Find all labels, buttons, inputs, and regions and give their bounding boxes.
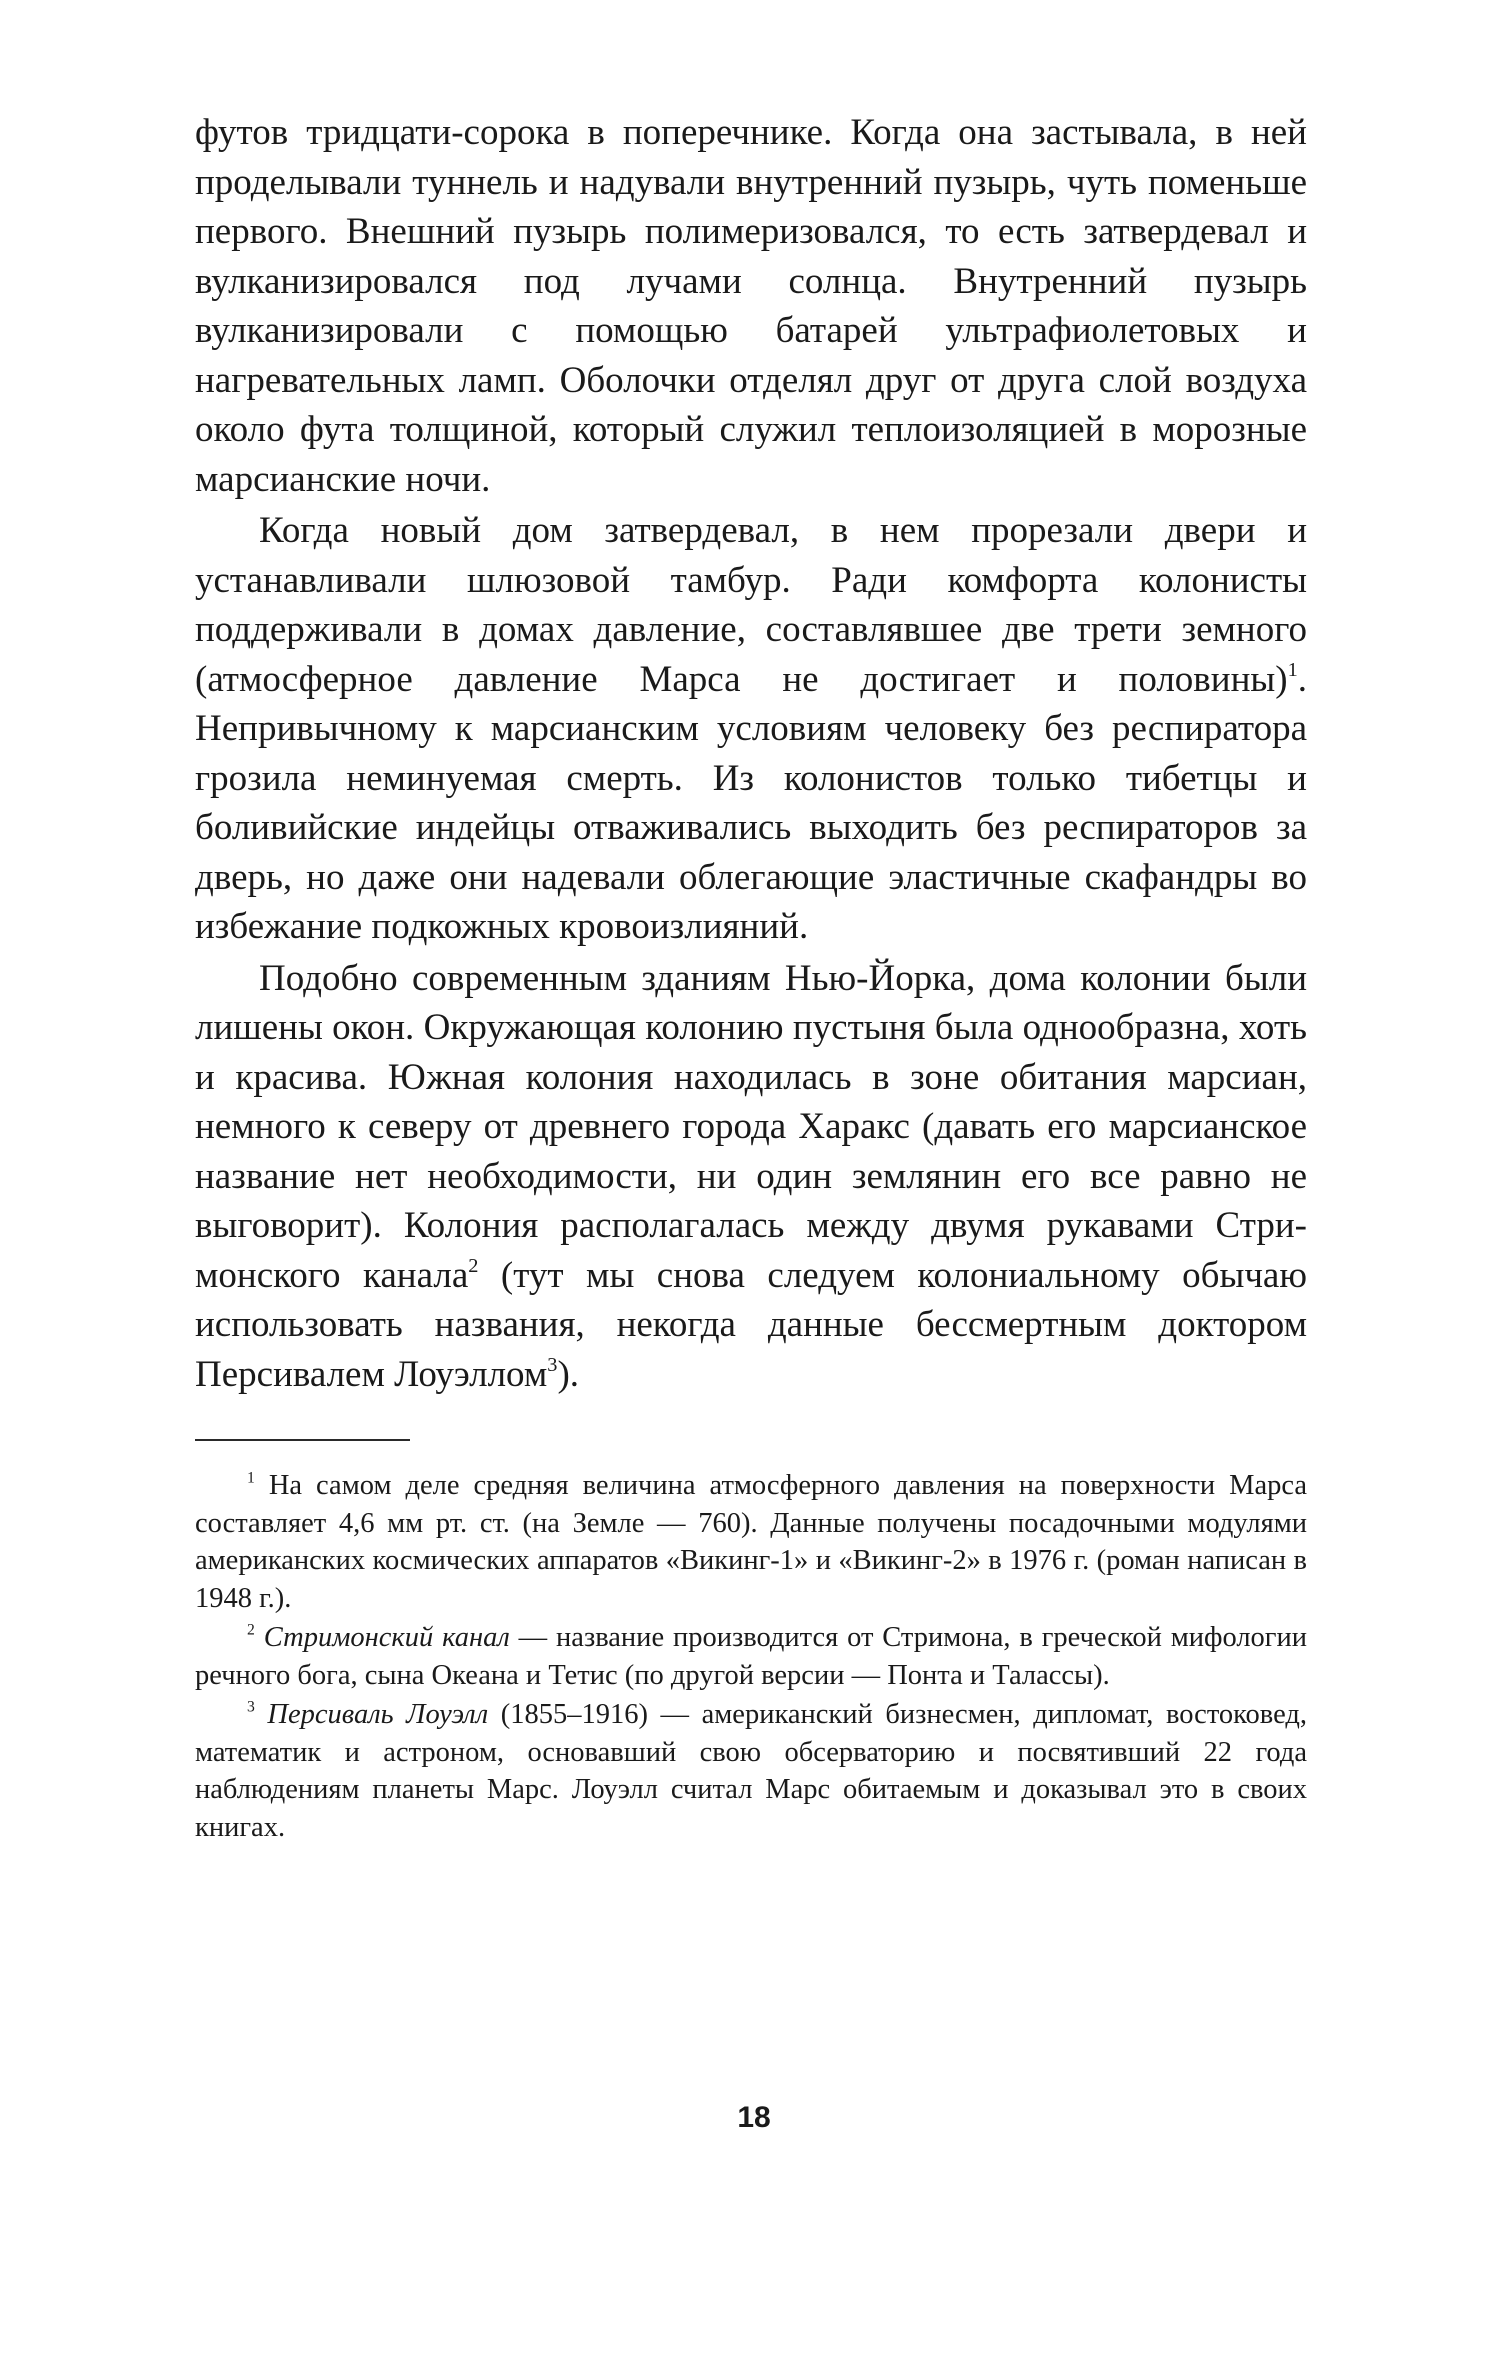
paragraph-text: ).: [557, 1353, 580, 1395]
paragraph-text: футов тридцати-сорока в поперечнике. Когда она застывала, в ней проделывали туннель и надували внутренний пузырь, чуть поменьше первого. Внешний пузырь полимеризовался, то есть затвердевал и вулканизировался под лучами солнца. Внутренний пузырь вулканизировали с помощью батарей ультрафиолетовых и нагревательных ламп. Оболочки отделял друг от друга слой воздуха около фута толщиной, который служил теплоизоляцией в морозные марсианские ночи.: [195, 112, 1307, 500]
paragraph-text: (тут мы снова следуем колониальному обычаю использовать названия, некогда данные бессмертным доктором Персивалем Лоуэллом: [195, 1254, 1307, 1395]
footnote-marker: 1: [247, 1469, 255, 1487]
footnote: [195, 1696, 1307, 1846]
paragraph-text: Когда новый дом затвердевал, в нем прорезали двери и устанавливали шлюзовой тамбур. Ради комфорта колонисты поддерживали в домах давление, составлявшее две трети земного (атмосферное давление Марса не достигает и половины): [195, 510, 1307, 700]
paragraph-text: Подобно современным зданиям Нью-Йорка, дома колонии были лишены окон. Окружающая колонию пустыня была однообразна, хоть и красива. Южная колония находилась в зоне обитания марсиан, немного к северу от древнего города Харакс (давать его марсианское название нет необходимости, ни один землянин его все равно не выговорит). Колония располагалась между двумя рукавами Стримонского канала: [195, 957, 1307, 1296]
footnote-ref-1: 1: [1287, 658, 1298, 681]
paragraph: [195, 506, 1307, 952]
page-body: [195, 108, 1307, 1846]
paragraph: [195, 108, 1307, 504]
footnote-text: На самом деле средняя величина атмосферного давления на поверхности Марса составляет 4,6 мм рт. ст. (на Земле — 760). Данные получены посадочными модулями американских космических аппаратов «Викинг-1» и «Викинг-2» в 1976 г. (роман написан в 1948 г.).: [195, 1470, 1307, 1614]
main-text: [195, 108, 1307, 1399]
footnote-divider: [195, 1439, 410, 1441]
footnote-text: — название производится от Стримона, в греческой мифологии речного бога, сына Океана и Тетис (по другой версии — Понта и Талассы).: [195, 1622, 1308, 1691]
footnote-marker: 2: [247, 1621, 255, 1639]
paragraph: [195, 954, 1307, 1400]
footnote: [195, 1619, 1307, 1694]
footnotes: [195, 1467, 1307, 1846]
footnote-ref-3: 3: [547, 1353, 558, 1376]
page-number: 18: [737, 2101, 771, 2134]
footnote-ref-2: 2: [468, 1254, 479, 1277]
footnote: [195, 1467, 1307, 1617]
footnote-term: Персиваль Лоуэлл: [267, 1699, 489, 1730]
footnote-term: Стримонский канал: [263, 1622, 510, 1653]
footnote-text: (1855–1916) — американский бизнесмен, дипломат, востоковед, математик и астроном, основавший свою обсерваторию и посвятивший 22 года наблюдениям планеты Марс. Лоуэлл считал Марс обитаемым и доказывал это в своих книгах.: [195, 1699, 1307, 1843]
footnote-marker: 3: [247, 1698, 255, 1716]
paragraph-text: . Непривычному к марсианским условиям человеку без респиратора грозила неминуемая смерть. Из колонистов только тибетцы и боливийские индейцы отваживались выходить без респираторов за дверь, но даже они надевали облегающие эластичные скафандры во избежание подкожных кровоизлияний.: [195, 658, 1307, 947]
